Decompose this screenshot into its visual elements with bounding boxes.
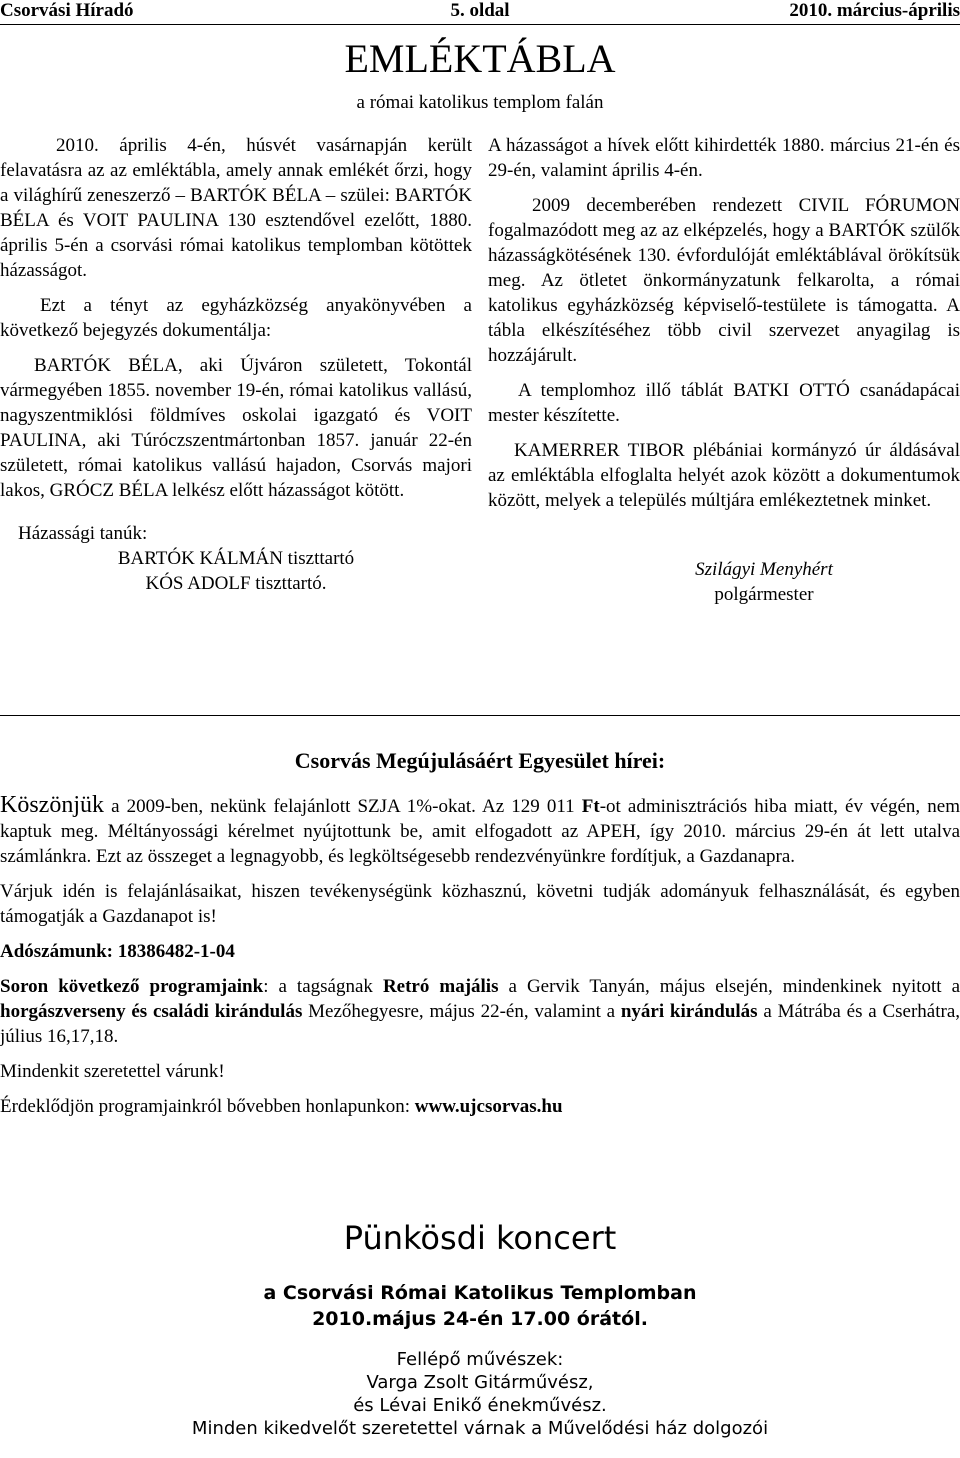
thanks-paragraph: Köszönjük a 2009-ben, nekünk felajánlott SZJA 1%-okat. Az 129 011 Ft-ot adminisztrációs hiba miatt, év végén, nem kaptuk meg. Méltányossági kérelmet nyújtottunk be, amit elfogadott az APEH, így 2010. március 29-én át lett utalva számlánkra. Ezt az összeget a legnagyobb, és legköltségesebb rendezvényünkre fordítjuk, a Gazdanapra. bbox=[0, 792, 960, 867]
witnesses-label: Házassági tanúk: bbox=[18, 523, 148, 544]
signature-title: polgármester bbox=[714, 584, 814, 605]
page-number: 5. oldal bbox=[450, 0, 510, 21]
programs-paragraph: Soron következő programjaink: a tagságnak Retró majális a Gervik Tanyán, május elsején, mindenkinek nyitott a horgászverseny és családi kirándulás Mezőhegyesre, május 22-én, valamint a nyári kirándulás a Mátrába és a Cserhátra, július 16,17,18. bbox=[0, 976, 960, 1047]
concert-title: Pünkösdi koncert bbox=[343, 1219, 617, 1257]
newspaper-name: Csorvási Híradó bbox=[0, 0, 134, 21]
thanks-word: Köszönjük bbox=[0, 792, 104, 818]
article-paragraph: KAMERRER TIBOR plébániai kormányzó úr áldásával az emléktábla elfoglalta helyét azok között a dokumentumok között, melyek a település múltjára emlékeztetnek minket. bbox=[488, 440, 960, 511]
header-rule bbox=[0, 24, 960, 25]
article-right-column bbox=[488, 133, 960, 607]
welcome-line: Mindenkit szeretettel várunk! bbox=[0, 1061, 225, 1082]
witness-entry: BARTÓK KÁLMÁN tiszttartó bbox=[117, 548, 355, 569]
section-divider bbox=[0, 715, 960, 716]
article-paragraph: A templomhoz illő táblát BATKI OTTÓ csanádapácai mester készítette. bbox=[488, 380, 960, 426]
article-left-column bbox=[0, 133, 472, 596]
article-paragraph: A házasságot a hívek előtt kihirdették 1880. március 21-én és 29-én, valamint április 4-én. bbox=[488, 135, 960, 181]
article-paragraph: 2009 decemberében rendezett CIVIL FÓRUMON fogalmazódott meg az az elképzelés, hogy a BARTÓK szülők házasságkötésének 130. évfordulóját emléktáblával örökítsük meg. Az ötletet önkormányzatunk felkarolta, a római katolikus egyházközség képviselő-testülete is támogatta. A tábla elkészítéséhez több civil szervezet anyagilag is hozzájárult. bbox=[488, 195, 960, 366]
article-paragraph: 2010. április 4-én, húsvét vasárnapján került felavatásra az az emléktábla, amely annak emlékét őrzi, hogy a világhírű zeneszerző – BARTÓK BÉLA – szülei: BARTÓK BÉLA és VOIT PAULINA 130 esztendővel ezelőtt, 1880. április 5-én a csorvási római katolikus templomban kötöttek házasságot. bbox=[0, 135, 472, 281]
performer-entry: Varga Zsolt Gitárművész, bbox=[366, 1372, 594, 1393]
association-news bbox=[0, 793, 960, 1119]
article-paragraph: BARTÓK BÉLA, aki Újváron született, Tokontál vármegyében 1855. november 19-én, római katolikus vallású, nagyszentmiklósi földmíves oskolai igazgató és VOIT PAULINA, aki Túróczszentmártonban 1857. január 22-én született, római katolikus vallású hajadon, Csorvás majori lakos, GRÓCZ BÉLA lelkész előtt házasságot kötött. bbox=[0, 355, 472, 501]
news-paragraph: Várjuk idén is felajánlásaikat, hiszen tevékenységünk közhasznú, követni tudják adományuk felhasználását, és egyben támogatják a Gazdanapot is! bbox=[0, 881, 960, 927]
concert-venue: a Csorvási Római Katolikus Templomban bbox=[263, 1282, 697, 1304]
concert-datetime: 2010.május 24-én 17.00 órától. bbox=[312, 1308, 648, 1330]
issue-date: 2010. március-április bbox=[789, 0, 960, 21]
performers-label: Fellépő művészek: bbox=[396, 1349, 564, 1370]
tax-id: Adószámunk: 18386482-1-04 bbox=[0, 941, 235, 962]
witness-entry: KÓS ADOLF tiszttartó. bbox=[145, 573, 327, 594]
performer-entry: és Lévai Enikő énekművész. bbox=[353, 1395, 607, 1416]
article-subtitle: a római katolikus templom falán bbox=[356, 92, 604, 113]
concert-closing: Minden kikedvelőt szeretettel várnak a Művelődési ház dolgozói bbox=[191, 1418, 769, 1439]
article-paragraph: Ezt a tényt az egyházközség anyakönyvében a következő bejegyzés dokumentálja: bbox=[0, 295, 472, 341]
website-line: Érdeklődjön programjainkról bővebben honlapunkon: www.ujcsorvas.hu bbox=[0, 1096, 563, 1117]
article-title: EMLÉKTÁBLA bbox=[344, 36, 616, 81]
association-heading: Csorvás Megújulásáért Egyesület hírei: bbox=[294, 748, 666, 773]
page-header bbox=[0, 0, 960, 22]
website-link[interactable]: www.ujcsorvas.hu bbox=[414, 1096, 563, 1117]
signature-name: Szilágyi Menyhért bbox=[695, 559, 833, 580]
